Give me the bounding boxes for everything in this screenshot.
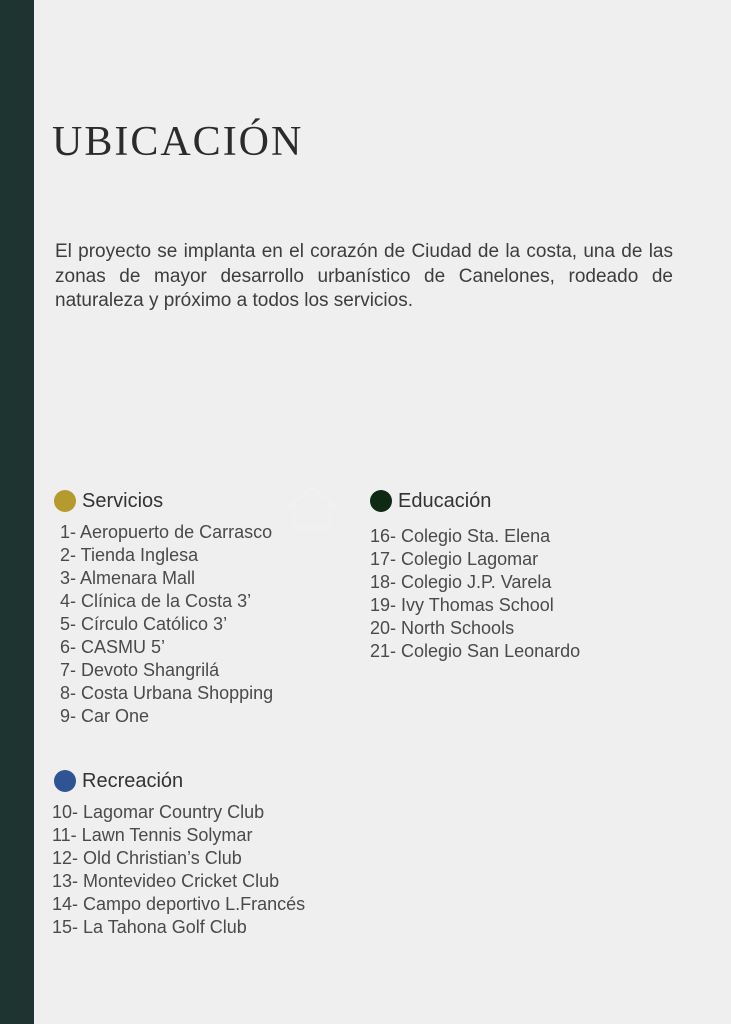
list-item: 20- North Schools (370, 618, 515, 638)
list-item: 13- Montevideo Cricket Club (52, 871, 280, 891)
list-item: 18- Colegio J.P. Varela (370, 572, 552, 592)
list-item: 12- Old Christian’s Club (52, 848, 242, 868)
list-item: 8- Costa Urbana Shopping (60, 683, 274, 703)
servicios-title: Servicios (82, 489, 164, 512)
educacion-title: Educación (398, 489, 492, 512)
recreacion-header (54, 768, 305, 794)
recreacion-list (52, 801, 305, 939)
list-item: 14- Campo deportivo L.Francés (52, 894, 306, 914)
servicios-header (54, 488, 273, 514)
servicios-section (54, 488, 273, 728)
recreacion-title: Recreación (82, 769, 184, 792)
list-item: 7- Devoto Shangrilá (60, 660, 220, 680)
list-item: 17- Colegio Lagomar (370, 549, 539, 569)
list-item: 15- La Tahona Golf Club (52, 917, 247, 937)
recreacion-section (54, 768, 305, 939)
list-item: 6- CASMU 5’ (60, 637, 166, 657)
servicios-dot-icon (54, 490, 76, 512)
servicios-list (54, 521, 273, 728)
list-item: 2- Tienda Inglesa (60, 545, 199, 565)
list-item: 5- Círculo Católico 3’ (60, 614, 228, 634)
list-item: 10- Lagomar Country Club (52, 802, 265, 822)
list-item: 19- Ivy Thomas School (370, 595, 554, 615)
list-item: 11- Lawn Tennis Solymar (52, 825, 253, 845)
list-item: 1- Aeropuerto de Carrasco (60, 522, 273, 542)
list-item: 4- Clínica de la Costa 3’ (60, 591, 252, 611)
list-item: 3- Almenara Mall (60, 568, 196, 588)
list-item: 21- Colegio San Leonardo (370, 641, 581, 661)
sidebar-stripe (0, 0, 34, 1024)
educacion-dot-icon (370, 490, 392, 512)
recreacion-dot-icon (54, 770, 76, 792)
educacion-list (370, 525, 580, 663)
list-item: 9- Car One (60, 706, 150, 726)
intro-paragraph: El proyecto se implanta en el corazón de Ciudad de la costa, una de las zonas de mayor desarrollo urbanístico de Canelones, rodeado de naturaleza y próximo a todos los servicios. (55, 241, 673, 311)
educacion-section (370, 488, 580, 663)
educacion-header (370, 488, 580, 514)
list-item: 16- Colegio Sta. Elena (370, 526, 551, 546)
page-title: UBICACIÓN (52, 119, 304, 165)
house-watermark-icon (282, 484, 342, 530)
